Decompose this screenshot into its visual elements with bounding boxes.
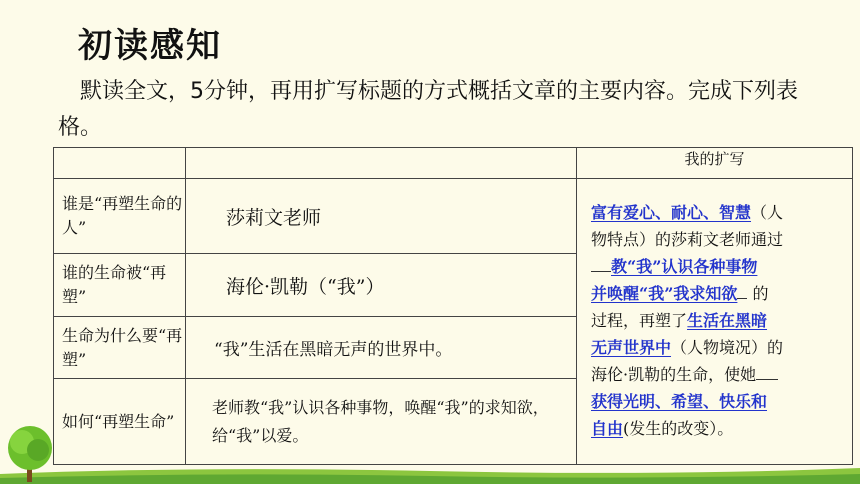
fill-blank: 无声世界中 xyxy=(591,338,672,357)
expansion-text xyxy=(577,179,852,442)
expansion-fragment: 物特点）的莎莉文老师通过 xyxy=(591,230,784,249)
summary-table xyxy=(53,147,853,465)
question-cell: 生命为什么要“再塑” xyxy=(54,317,186,379)
header-cell-1 xyxy=(54,148,186,179)
table-row xyxy=(54,179,853,254)
question-cell: 如何“再塑生命” xyxy=(54,379,186,465)
expansion-fragment: (发生的改变）。 xyxy=(623,419,734,438)
page-title: 初读感知 xyxy=(78,26,222,66)
expansion-fragment: 的 xyxy=(752,284,769,303)
answer-cell: 老师教“我”认识各种事物，唤醒“我”的求知欲，给“我”以爱。 xyxy=(186,379,577,465)
header-cell-2 xyxy=(186,148,577,179)
fill-blank: 富有爱心、耐心、智慧 xyxy=(591,203,752,222)
fill-blank: 并唤醒“我”我求知欲 xyxy=(591,284,738,303)
question-cell: 谁的生命被“再塑” xyxy=(54,254,186,317)
tree-icon xyxy=(0,420,60,484)
question-cell: 谁是“再塑生命的人” xyxy=(54,179,186,254)
answer-cell: 海伦·凯勒（“我”） xyxy=(186,254,577,317)
expansion-fragment: 海伦·凯勒的生命，使她 xyxy=(591,365,757,384)
answer-cell: 莎莉文老师 xyxy=(186,179,577,254)
fill-blank: 获得光明、希望、快乐和 xyxy=(591,392,768,411)
expansion-fragment: 过程，再塑了 xyxy=(591,311,688,330)
table-header-row xyxy=(54,148,853,179)
answer-cell: “我”生活在黑暗无声的世界中。 xyxy=(186,317,577,379)
header-cell-expansion: 我的扩写 xyxy=(577,148,853,179)
expansion-cell xyxy=(577,179,853,465)
expansion-fragment: （人 xyxy=(751,203,784,222)
fill-blank: 教“我”认识各种事物 xyxy=(611,257,758,276)
grass-decoration xyxy=(0,462,860,484)
fill-blank: 自由 xyxy=(591,419,624,438)
instructions: 默读全文，5分钟，再用扩写标题的方式概括文章的主要内容。完成下列表格。 xyxy=(58,79,798,140)
fill-blank: 生活在黑暗 xyxy=(687,311,768,330)
expansion-fragment: （人物境况）的 xyxy=(671,338,784,357)
